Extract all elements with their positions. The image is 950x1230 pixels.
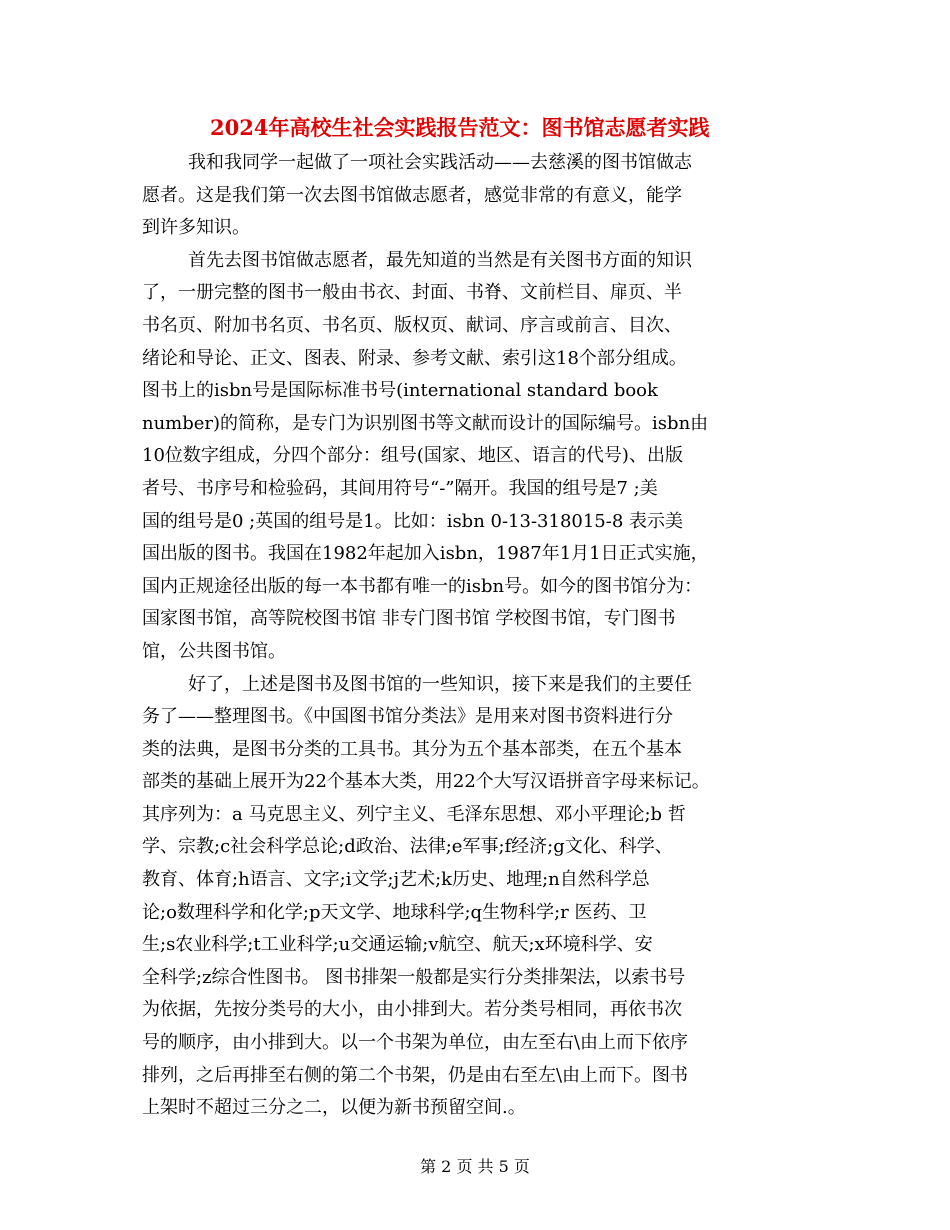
text-line: 部类的基础上展开为22个基本大类，用22个大写汉语拼音字母来标记。	[142, 771, 710, 793]
document-title: 2024年高校生社会实践报告范文：图书馆志愿者实践	[210, 115, 710, 140]
text-line: 类的法典，是图书分类的工具书。其分为五个基本部类，在五个基本	[142, 738, 682, 760]
text-line: 排列，之后再排至右侧的第二个书架，仍是由右至左\由上而下。图书	[142, 1064, 689, 1086]
text-line: 学、宗教;c社会科学总论;d政治、法律;e军事;f经济;g文化、科学、	[142, 836, 673, 858]
text-line: 为依据，先按分类号的大小，由小排到大。若分类号相同，再依书次	[142, 999, 682, 1021]
text-line: 图书上的isbn号是国际标准书号(international standard book	[142, 380, 658, 402]
text-line: 书名页、附加书名页、书名页、版权页、献词、序言或前言、目次、	[142, 314, 682, 336]
page-footer: 第 2 页 共 5 页	[420, 1157, 530, 1176]
body-text	[142, 147, 812, 1125]
text-line: 馆，公共图书馆。	[142, 640, 286, 662]
text-line: 到许多知识。	[142, 217, 250, 239]
text-line: 国出版的图书。我国在1982年起加入isbn，1987年1月1日正式实施，	[142, 543, 709, 565]
text-line: 其序列为：a 马克思主义、列宁主义、毛泽东思想、邓小平理论;b 哲	[142, 803, 686, 825]
text-line: 愿者。这是我们第一次去图书馆做志愿者，感觉非常的有意义，能学	[142, 184, 682, 206]
text-line: 号的顺序，由小排到大。以一个书架为单位，由左至右\由上而下依序	[142, 1032, 689, 1054]
text-line: 绪论和导论、正文、图表、附录、参考文献、索引这18个部分组成。	[142, 347, 687, 369]
text-line: 10位数字组成，分四个部分：组号(国家、地区、语言的代号)、出版	[142, 445, 683, 467]
text-line: 务了——整理图书。《中国图书馆分类法》是用来对图书资料进行分	[142, 706, 673, 728]
text-line: 教育、体育;h语言、文字;i文学;j艺术;k历史、地理;n自然科学总	[142, 869, 650, 891]
text-line: 国的组号是0 ;英国的组号是1。比如：isbn 0-13-318015-8 表示美	[142, 510, 684, 532]
text-line: 生;s农业科学;t工业科学;u交通运输;v航空、航天;x环境科学、安	[142, 934, 653, 956]
text-line: 国家图书馆，高等院校图书馆 非专门图书馆 学校图书馆，专门图书	[142, 608, 676, 630]
text-line: 上架时不超过三分之二，以便为新书预留空间.。	[142, 1097, 526, 1119]
text-line: 全科学;z综合性图书。 图书排架一般都是实行分类排架法，以索书号	[142, 966, 686, 988]
text-line: 好了，上述是图书及图书馆的一些知识，接下来是我们的主要任	[188, 673, 692, 695]
text-line: 者号、书序号和检验码，其间用符号“-”隔开。我国的组号是7 ;美	[142, 477, 658, 499]
text-line: 了，一册完整的图书一般由书衣、封面、书脊、文前栏目、扉页、半	[142, 282, 682, 304]
text-line: 国内正规途径出版的每一本书都有唯一的isbn号。如今的图书馆分为：	[142, 575, 703, 597]
text-line: number)的简称，是专门为识别图书等文献而设计的国际编号。isbn由	[142, 412, 709, 434]
text-line: 我和我同学一起做了一项社会实践活动——去慈溪的图书馆做志	[188, 152, 692, 173]
text-line: 首先去图书馆做志愿者，最先知道的当然是有关图书方面的知识	[188, 249, 692, 271]
text-line: 论;o数理科学和化学;p天文学、地球科学;q生物科学;r 医药、卫	[142, 901, 647, 923]
